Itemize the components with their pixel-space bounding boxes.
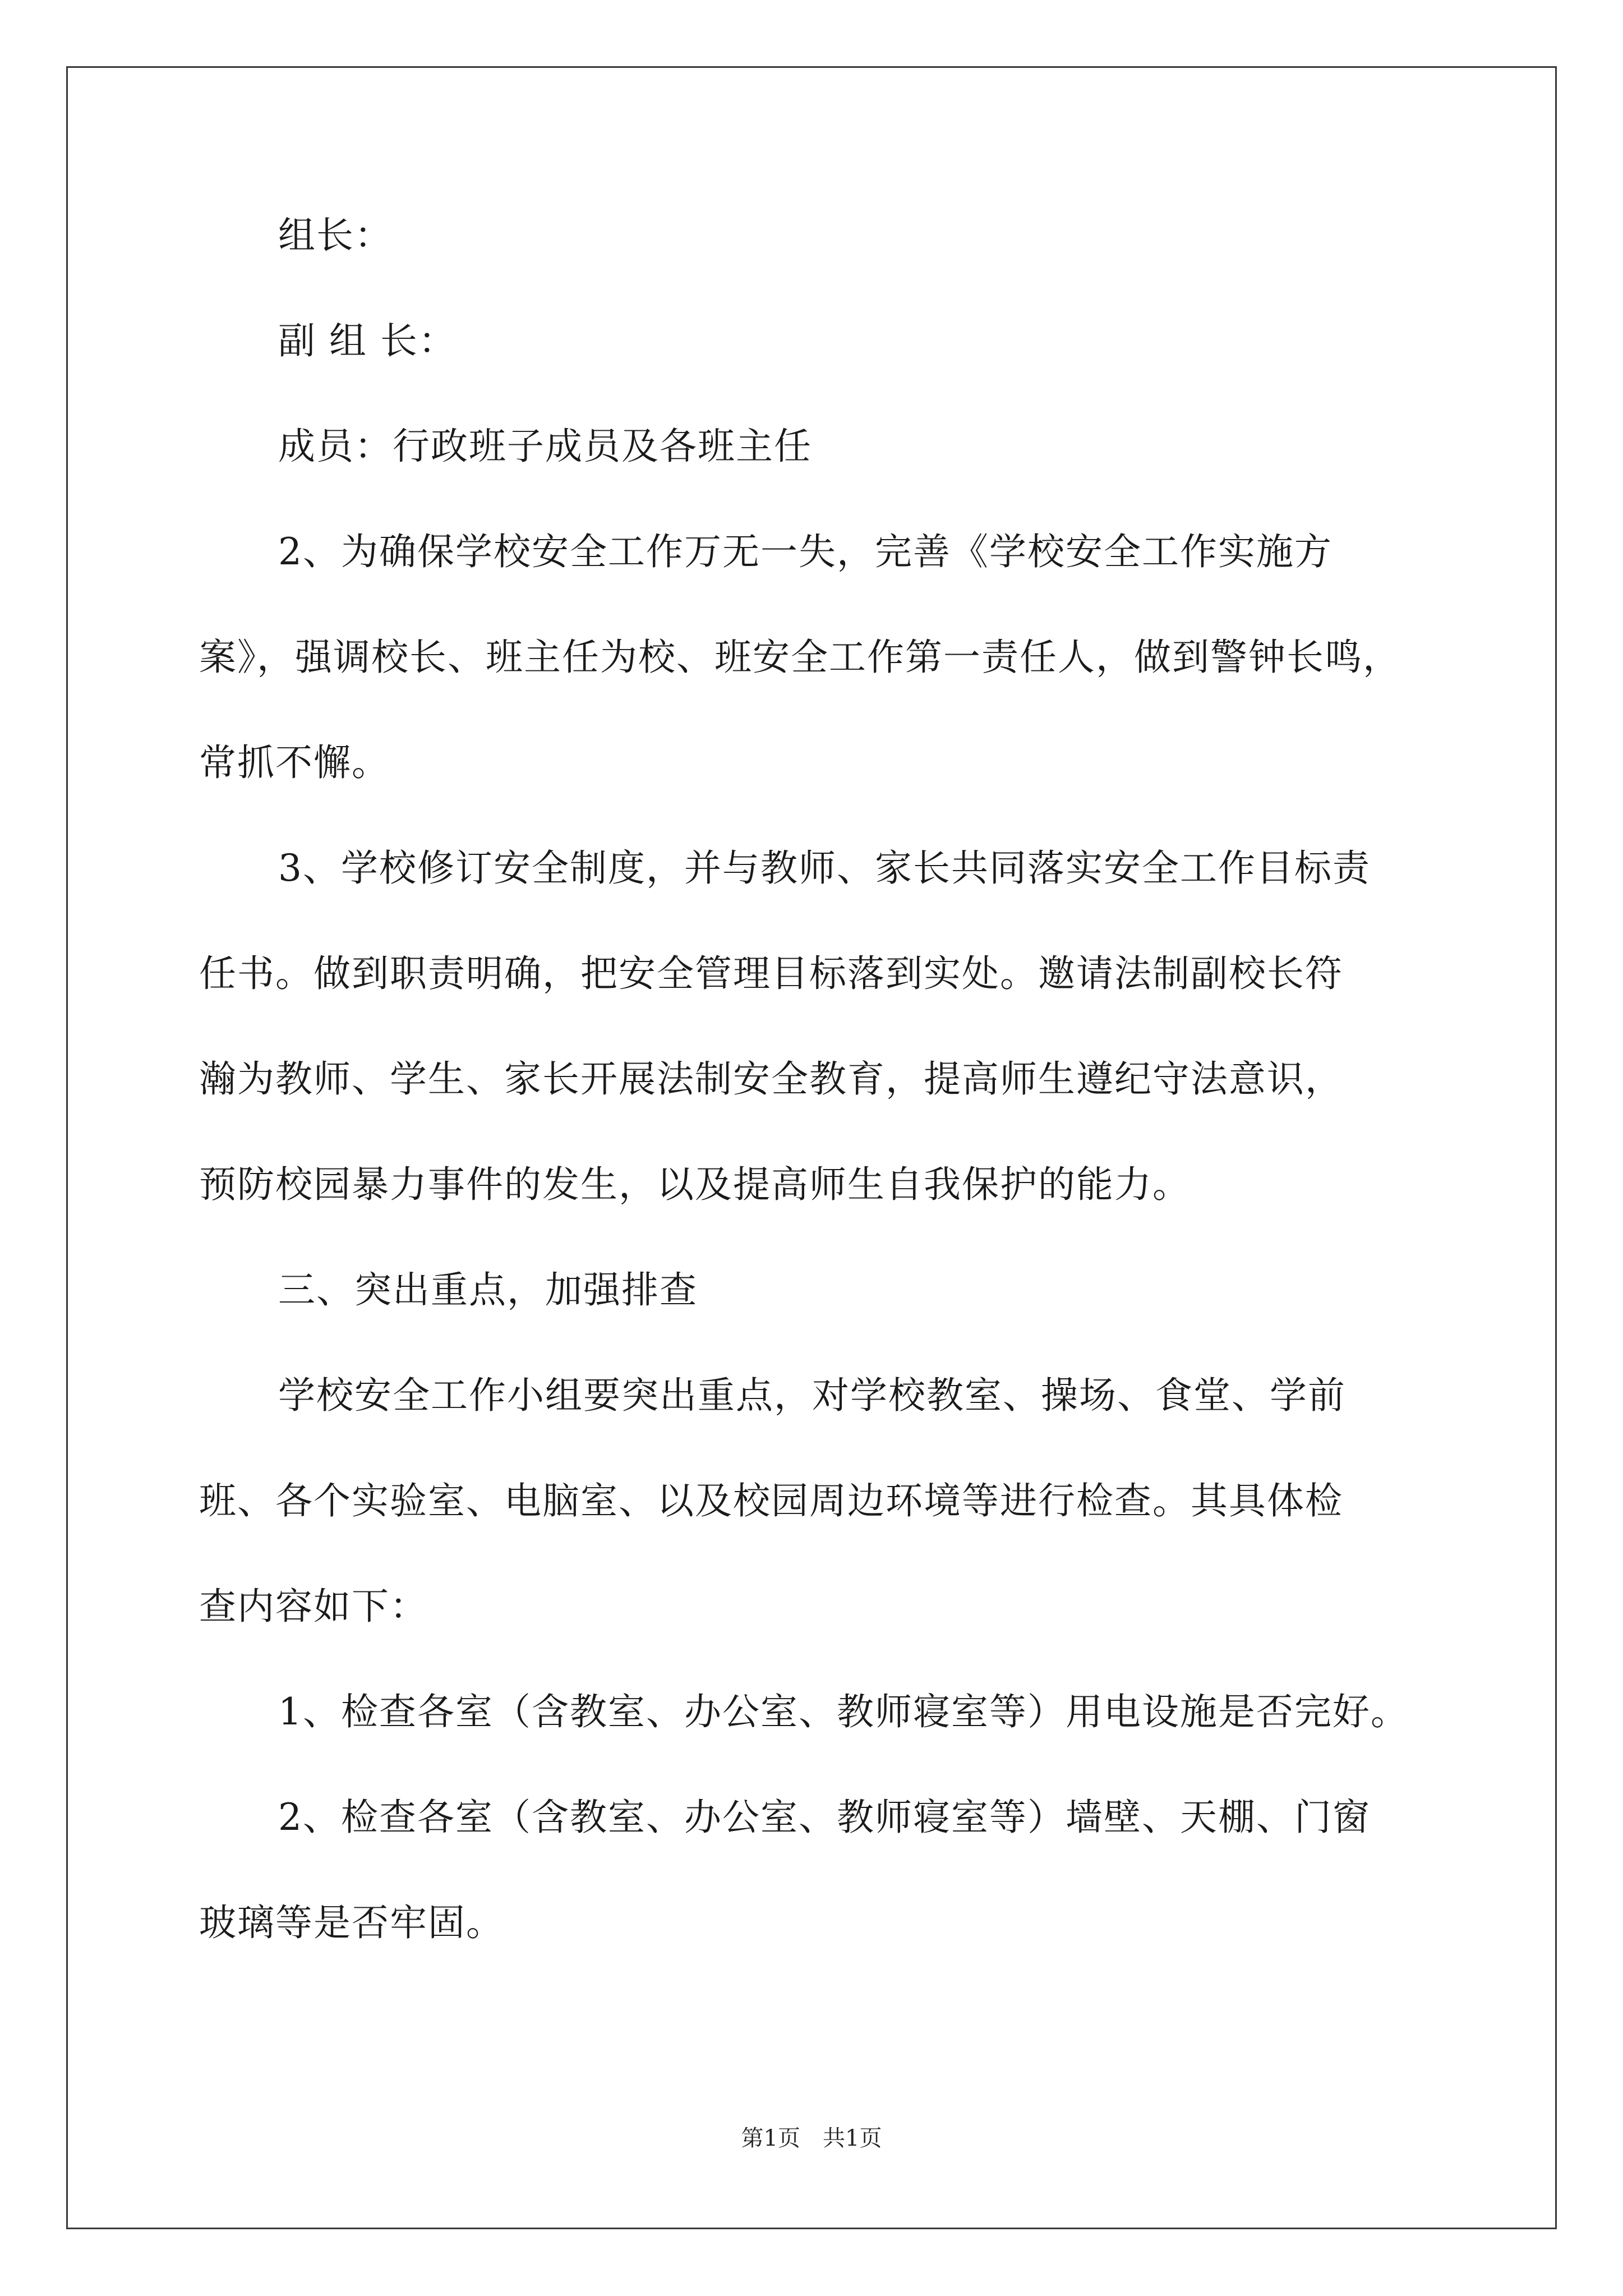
paragraph-line: 任书。做到职责明确，把安全管理目标落到实处。邀请法制副校长符 [199,952,1343,995]
paragraph-line: 瀚为教师、学生、家长开展法制安全教育，提高师生遵纪守法意识， [199,1057,1343,1101]
paragraph-line: 班、各个实验室、电脑室、以及校园周边环境等进行检查。其具体检 [199,1479,1343,1522]
paragraph-line: 学校安全工作小组要突出重点，对学校教室、操场、食堂、学前 [278,1374,1346,1417]
paragraph-line: 2、检查各室（含教室、办公室、教师寝室等）墙壁、天棚、门窗 [278,1796,1371,1839]
paragraph-line: 查内容如下： [199,1585,428,1628]
paragraph-line: 成员：行政班子成员及各班主任 [278,425,812,468]
section-heading: 三、突出重点，加强排查 [278,1268,698,1312]
paragraph-line: 3、学校修订安全制度，并与教师、家长共同落实安全工作目标责 [278,846,1371,890]
paragraph-line: 组长： [278,214,393,257]
paragraph-line: 2、为确保学校安全工作万无一失，完善《学校安全工作实施方 [278,530,1332,573]
paragraph-line: 副 组 长： [278,319,457,362]
paragraph-line: 1、检查各室（含教室、办公室、教师寝室等）用电设施是否完好。 [278,1690,1409,1733]
paragraph-line: 预防校园暴力事件的发生，以及提高师生自我保护的能力。 [199,1163,1191,1206]
paragraph-line: 案》，强调校长、班主任为校、班安全工作第一责任人，做到警钟长鸣， [199,636,1401,679]
paragraph-line: 玻璃等是否牢固。 [199,1901,504,1944]
page-number-footer: 第1页 共1页 [741,2125,882,2151]
paragraph-line: 常抓不懈。 [199,741,390,784]
